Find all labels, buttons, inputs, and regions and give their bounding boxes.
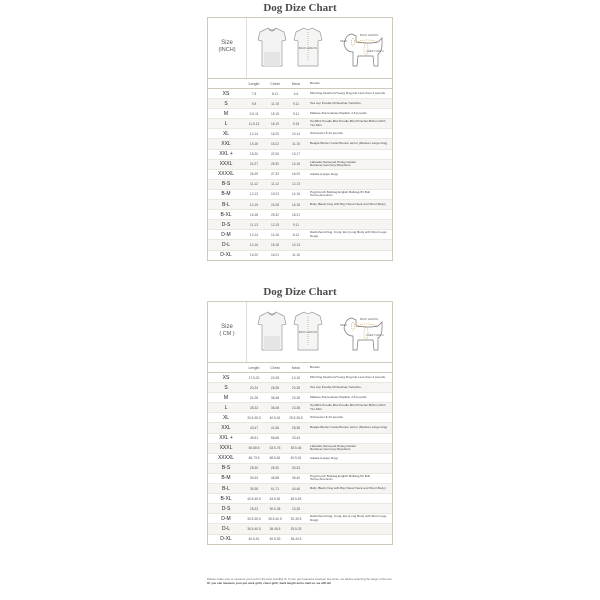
col-breeds: Breeds [310, 364, 320, 369]
size-cell: XXXL [219, 161, 233, 168]
neck-cell: 10-15 [291, 375, 301, 380]
length-cell: 20-24 [249, 385, 259, 390]
size-cell: D-XL [220, 536, 232, 543]
chest-cell: 48-58 [270, 476, 280, 481]
table-row [208, 444, 392, 454]
size-cell: B-L [222, 485, 230, 492]
neck-cell: 4.6 [293, 91, 299, 96]
table-row [208, 99, 392, 109]
chart-header [208, 302, 392, 363]
neck-cell: 23-28 [291, 395, 301, 400]
length-cell: 66-73.5 [248, 456, 260, 461]
neck-cell: 23-38 [291, 405, 301, 410]
chest-cell: 68.5-81 [269, 456, 281, 461]
size-cell: XS [222, 374, 230, 381]
table-row [208, 160, 392, 170]
neck-cell: 14.18 [292, 162, 300, 167]
length-cell: 18-20 [249, 152, 259, 157]
length-cell: 11-12 [250, 182, 258, 187]
length-cell: 30.5-35.5 [247, 415, 261, 420]
neck-cell: 9.11 [293, 101, 299, 106]
size-cell: B-S [221, 465, 231, 472]
chest-cell: 35.5-40.5 [268, 516, 282, 521]
size-cell: XL [222, 414, 230, 421]
neck-cell: 40.5-51 [290, 456, 302, 461]
table-row [208, 514, 392, 524]
size-cell: B-S [221, 181, 231, 188]
size-cell: XXXXL [217, 171, 235, 178]
chest-cell: 25.32 [271, 212, 279, 217]
chart-title: Dog Dize Chart [263, 2, 337, 14]
length-cell: 24-27 [249, 162, 259, 167]
dog-outline-icon [340, 33, 384, 66]
neck-cell: 8.12 [292, 232, 300, 237]
size-label: Size ( CM ) [212, 324, 242, 338]
length-cell: 40.5-51 [248, 537, 260, 542]
table-row [208, 251, 392, 260]
size-rows [208, 89, 392, 260]
chest-cell: 22.26 [271, 152, 279, 157]
table-row [208, 139, 392, 149]
table-row [208, 230, 392, 240]
table-row [208, 89, 392, 99]
chest-cell: 14.16 [271, 232, 279, 237]
chest-cell: 19.23 [271, 192, 279, 197]
dog-measurement-illustration [252, 306, 390, 358]
chest-cell: 15.18 [271, 242, 279, 247]
col-breeds: Breeds [310, 80, 320, 85]
neck-cell: 9.11 [293, 222, 299, 227]
table-row [208, 200, 392, 210]
size-cell: M [223, 110, 229, 117]
back-length-label: BACK LENGTH [360, 318, 379, 321]
neck-cell: 35-40 [291, 476, 301, 481]
footer-line-2: Or you can measure your pet neck girth, chest girth, back length and e-mail us, we will tell [207, 581, 331, 585]
table-row [208, 524, 392, 534]
col-length: Length [248, 365, 260, 370]
size-cell: D-M [221, 515, 231, 522]
chest-cell: 41-56 [270, 426, 280, 431]
chest-cell: 18.22 [271, 142, 279, 147]
length-cell: 12-13 [249, 192, 259, 197]
table-row [208, 373, 392, 383]
chest-cell: 40.5-53 [269, 537, 281, 542]
table-row [208, 423, 392, 433]
length-cell: 28-33 [249, 506, 259, 511]
size-cell: D-L [221, 241, 231, 248]
length-cell: 15-18 [249, 142, 259, 147]
breeds-cell: Schnauzer 8-13 pounds [310, 131, 343, 136]
chest-cell: 20-28 [270, 375, 280, 380]
table-row [208, 190, 392, 200]
length-cell: 17.5-20 [248, 375, 260, 380]
length-cell: 30.5-35.5 [247, 516, 261, 521]
neck-cell: 20-30.5 [290, 516, 302, 521]
size-cell: XXXL [219, 445, 233, 452]
size-cell: D-S [221, 221, 231, 228]
length-cell: 28-30 [249, 466, 259, 471]
chest-cell: 56-66 [270, 436, 280, 441]
table-row [208, 393, 392, 403]
neck-cell: 11.15 [292, 142, 300, 147]
chest-cell: 28-38 [270, 385, 280, 390]
chest-cell: 38-48 [270, 395, 280, 400]
size-cell: L [224, 120, 228, 127]
size-cell: XXXXL [217, 455, 235, 462]
neck-label: NECK [340, 324, 348, 327]
neck-cell: 40-46 [291, 486, 301, 491]
size-cell: XXL [221, 425, 231, 432]
chest-cell: 63.5-76 [269, 446, 281, 451]
back-length-label: BACK LENGTH [298, 331, 318, 334]
breeds-cell: Schnauzer 8-13 pounds [310, 415, 343, 420]
breeds-cell: Labrador,Samoyed,Husky,Golden Retriever,Germany,Shepherd, [310, 443, 357, 452]
length-cell: 35-38 [249, 486, 259, 491]
chest-cell: 16.20 [271, 131, 279, 136]
footer-note [207, 577, 393, 585]
neck-cell: 28-38 [291, 426, 301, 431]
breeds-cell: Tea cup Poodle,Chihuahua,Yorkshire, [310, 100, 362, 105]
unit-label: (INCH) [218, 47, 236, 53]
neck-cell: 25.5-33 [290, 526, 302, 531]
length-cell: 12-14 [249, 232, 259, 237]
chest-cell: 38-45.5 [269, 526, 281, 531]
breeds-cell: Alaska (Larger Dog) [310, 455, 338, 460]
cm-chart-section [207, 284, 393, 545]
table-row [208, 464, 392, 474]
neck-cell: 13.17 [292, 152, 300, 157]
breeds-cell: Toy/Mini Poodle,Mini Poodle,Mini Pinscher,Bichon,Shih Tzu,Mini [310, 119, 386, 127]
breeds-cell: Pug,French Bulldog,English Bulldog,Pit Bull Terrier,American [310, 473, 370, 482]
size-cell: B-L [222, 201, 230, 208]
breeds-cell: Maltese,Pomeranian,Papillon 4-5 pounds [310, 110, 367, 115]
table-row [208, 383, 392, 393]
size-cell: L [224, 404, 228, 411]
table-row [208, 220, 392, 230]
breeds-cell: Tea cup Poodle,Chihuahua,Yorkshire, [310, 384, 362, 389]
chest-cell: 16.19 [271, 121, 279, 126]
neck-cell: 35.5-46 [290, 446, 302, 451]
size-cell: B-XL [220, 495, 232, 502]
chest-cell: 25.30 [271, 162, 279, 167]
length-cell: 9.8 [251, 101, 257, 106]
chest-label: CHEST GIRTH [366, 334, 384, 337]
table-row [208, 210, 392, 220]
length-cell: 11.5-13 [248, 121, 260, 126]
chest-cell: 15.15 [271, 111, 279, 116]
length-cell: 60-68.5 [248, 446, 260, 451]
chest-cell: 16.21 [271, 253, 279, 258]
length-cell: 35.5-40.5 [247, 526, 261, 531]
neck-cell: 45.5-53 [290, 496, 302, 501]
table-row [208, 535, 392, 544]
chest-label: CHEST GIRTH [366, 50, 384, 53]
size-cell: XS [222, 90, 230, 97]
dog-shirt-back-icon [294, 28, 322, 66]
chest-cell: 11.15 [271, 101, 279, 106]
breeds-cell: Dachshund Dog, Corgi, Etc (Long Body with Short Legs Dogs) [310, 514, 387, 522]
back-length-label: BACK LENGTH [298, 47, 318, 50]
inch-chart-section [207, 0, 393, 261]
table-row [208, 504, 392, 514]
chest-cell: 30.5-38 [269, 506, 281, 511]
chest-cell: 28-30 [270, 466, 280, 471]
length-cell: 7.8 [251, 91, 257, 96]
breeds-cell: Pug,French Bulldog,English Bulldog,Pit Bull Terrier,American [310, 189, 370, 198]
neck-cell: 20-28 [291, 385, 301, 390]
chest-cell: 24.28 [271, 202, 279, 207]
breeds-cell: Maltese,Pomeranian,Papillon 4-5 pounds [310, 394, 367, 399]
size-cell: M [223, 394, 229, 401]
length-cell: 43-47 [249, 426, 259, 431]
dog-measurement-illustration [252, 22, 390, 74]
table-row [208, 150, 392, 160]
table-row [208, 454, 392, 464]
size-label: Size (INCH) [212, 40, 242, 54]
length-cell: 24-28 [249, 395, 259, 400]
length-cell: 45-51 [249, 436, 259, 441]
size-cell: B-M [221, 191, 231, 198]
neck-cell: 23-28 [291, 506, 301, 511]
column-headers [208, 79, 392, 89]
dog-shirt-front-icon [258, 28, 286, 66]
column-headers [208, 363, 392, 373]
neck-cell: 10.13 [292, 242, 300, 247]
chest-cell: 12.15 [271, 222, 279, 227]
table-row [208, 240, 392, 250]
length-cell: 26-29 [249, 172, 259, 177]
length-cell: 30-33 [249, 476, 259, 481]
neck-label: NECK [340, 40, 348, 43]
size-cell: D-S [221, 505, 231, 512]
chest-cell: 61-71 [270, 486, 280, 491]
size-cell: XXL [221, 141, 231, 148]
col-neck: Neck [291, 365, 301, 370]
dog-shirt-back-icon [294, 312, 322, 350]
neck-cell: 25.5-35.5 [289, 415, 303, 420]
size-cell: S [224, 384, 228, 391]
length-cell: 11-13 [250, 222, 258, 227]
chest-cell: 63.5-81 [269, 496, 281, 501]
neck-cell: 14.16 [292, 192, 300, 197]
dog-shirt-front-icon [258, 312, 286, 350]
table-row [208, 434, 392, 444]
breeds-cell: Toy/Mini Poodle,Mini Poodle,Mini Pinscher,Bichon,Shih Tzu,Mini [310, 403, 386, 411]
back-length-label: BACK LENGTH [360, 34, 379, 37]
size-chart-cm [207, 301, 393, 545]
table-row [208, 494, 392, 504]
neck-cell: 16.18 [292, 202, 300, 207]
table-row [208, 109, 392, 119]
chest-cell: 27.32 [271, 172, 279, 177]
neck-cell: 33-43 [291, 436, 301, 441]
table-row [208, 170, 392, 180]
neck-cell: 9.15 [292, 121, 300, 126]
neck-cell: 18.21 [292, 212, 300, 217]
col-chest: Chest [270, 365, 280, 370]
size-cell: D-L [221, 525, 231, 532]
size-cell: XL [222, 130, 230, 137]
size-cell: B-XL [220, 211, 232, 218]
size-cell: D-XL [220, 252, 232, 259]
neck-cell: 11.16 [292, 253, 300, 258]
unit-label: ( CM ) [219, 331, 235, 337]
breeds-cell: Bully (Beefy Dog with Big Chest/ Neck and Short Body) [310, 201, 386, 206]
neck-cell: 10.14 [292, 131, 300, 136]
length-cell: 16-18 [249, 212, 259, 217]
size-cell: D-M [221, 231, 231, 238]
length-cell: 14-15 [249, 202, 259, 207]
size-chart-inch [207, 17, 393, 261]
length-cell: 12-14 [249, 131, 259, 136]
col-chest: Chest [270, 81, 280, 86]
breeds-cell: Beagle,Border Cockr,Boston terrier (Medium,Large Dog) [310, 141, 388, 146]
length-cell: 40.5-45.5 [247, 496, 261, 501]
table-row [208, 413, 392, 423]
neck-cell: 12.13 [292, 182, 300, 187]
table-row [208, 484, 392, 494]
dog-outline-icon [340, 317, 384, 350]
footer-line-1: Please make sure to measure your pet for the best possible fit. If your pet measures between two sizes, we advise selecting the larger of the two. [207, 577, 393, 581]
breeds-cell: Alaska (Larger Dog) [310, 171, 338, 176]
table-row [208, 180, 392, 190]
col-neck: Neck [291, 81, 301, 86]
col-length: Length [248, 81, 260, 86]
size-rows [208, 373, 392, 544]
chest-cell: 40.5-51 [269, 415, 281, 420]
chest-cell: 8.11 [272, 91, 278, 96]
chart-header [208, 18, 392, 79]
table-row [208, 119, 392, 129]
length-cell: 28-33 [249, 405, 259, 410]
size-cell: B-M [221, 475, 231, 482]
breeds-cell: Dachshund Dog, Corgi, Etc (Long Body with Short Legs Dogs) [310, 230, 387, 238]
breeds-cell: Bully (Beefy Dog with Big Chest/ Neck and Short Body) [310, 485, 386, 490]
neck-cell: 16.20 [292, 172, 300, 177]
chest-cell: 38-48 [270, 405, 280, 410]
breeds-cell: Beagle,Border Cockr,Boston terrier (Medium,Large Dog) [310, 425, 388, 430]
chest-cell: 11.12 [271, 182, 279, 187]
neck-cell: 9.11 [293, 111, 299, 116]
length-cell: 16-20 [249, 253, 259, 258]
breeds-cell: Labrador,Samoyed,Husky,Golden Retriever,Germany,Shepherd, [310, 159, 357, 168]
table-row [208, 403, 392, 413]
table-row [208, 474, 392, 484]
chart-title: Dog Dize Chart [263, 286, 337, 298]
table-row [208, 129, 392, 139]
neck-cell: 30-33 [291, 466, 301, 471]
neck-cell: 28-40.5 [290, 537, 302, 542]
length-cell: 14-16 [249, 242, 259, 247]
size-cell: XXL + [219, 435, 233, 442]
length-cell: 9.5-11 [249, 111, 259, 116]
size-cell: XXL + [219, 151, 233, 158]
size-cell: S [224, 100, 228, 107]
breeds-cell: Mini Dog,Newborn/Young Dog,Cat Less than 4 pounds [310, 374, 386, 379]
breeds-cell: Mini Dog,Newborn/Young Dog,Cat Less than 4 pounds [310, 90, 386, 95]
